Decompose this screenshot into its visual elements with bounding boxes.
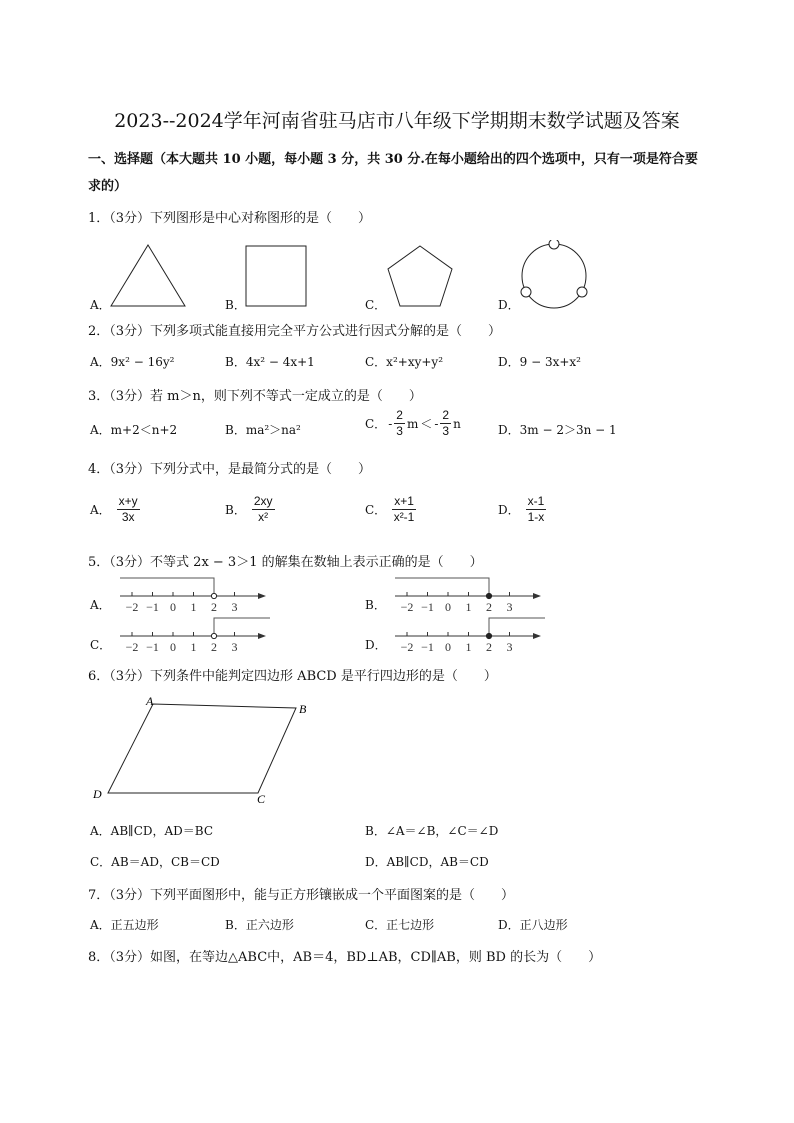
solution-ray: [120, 578, 214, 596]
denominator: 3: [442, 424, 450, 438]
numerator: 2xy: [253, 494, 273, 508]
tick-label: 2: [211, 600, 217, 612]
tick-label: 3: [506, 600, 513, 612]
tick-label: 3: [231, 640, 238, 652]
tick-label: 0: [170, 640, 176, 652]
tick-label: 1: [465, 640, 472, 652]
minus-sign: -: [388, 416, 393, 431]
number-line-c: [110, 612, 270, 652]
q1-figures: [105, 240, 605, 312]
fraction: [252, 494, 275, 525]
vertex-a: A: [146, 694, 154, 708]
denominator: 3x: [121, 510, 135, 524]
axis-arrow: [533, 633, 541, 639]
tick-label: −2: [400, 600, 414, 612]
fraction: [392, 494, 416, 525]
number-line-d: [385, 612, 545, 652]
triangle-figure: [111, 245, 185, 306]
q3-option-c-label: C．: [365, 417, 387, 431]
axis-arrow: [258, 633, 266, 639]
tick-label: −2: [125, 640, 139, 652]
tick-label: −1: [421, 600, 434, 612]
denominator: x²-1: [393, 510, 415, 524]
q1-label-d: D．: [498, 298, 520, 312]
question-5-stem: 5．（3分）不等式 2x − 3＞1 的解集在数轴上表示正确的是（ ）: [88, 555, 483, 570]
axis-arrow: [533, 593, 541, 599]
q5-label-d: D．: [365, 638, 387, 652]
tick-label: 3: [231, 600, 238, 612]
q3-option-d: D．3m − 2＞3n − 1: [498, 423, 617, 437]
tick-label: −1: [146, 600, 159, 612]
question-2-stem: 2．（3分）下列多项式能直接用完全平方公式进行因式分解的是（ ）: [88, 324, 502, 339]
q7-option-a: A．正五边形: [90, 918, 159, 932]
tick-label: −2: [400, 640, 414, 652]
tick-label: 0: [445, 600, 451, 612]
less-than: ＜: [420, 417, 433, 431]
open-point: [211, 593, 216, 598]
q5-label-b: B．: [365, 598, 386, 612]
parallelogram-figure: [88, 690, 328, 808]
option-label: A．: [90, 503, 111, 517]
question-4-stem: 4．（3分）下列分式中，是最简分式的是（ ）: [88, 462, 372, 477]
fraction: [117, 494, 140, 525]
fraction: [394, 408, 405, 439]
open-point: [211, 633, 216, 638]
axis-arrow: [258, 593, 266, 599]
numerator: 2: [442, 408, 450, 422]
closed-point: [486, 633, 491, 638]
tick-label: 2: [211, 640, 217, 652]
q7-option-d: D．正八边形: [498, 918, 568, 932]
number-line-a: [110, 572, 270, 612]
section-heading: 一、选择题（本大题共 10 小题，每小题 3 分，共 30 分.在每小题给出的四个选项中，只有一项是符合要: [88, 152, 698, 167]
square-figure: [246, 246, 306, 306]
option-label: C．: [365, 503, 387, 517]
tick-label: 1: [465, 600, 472, 612]
var-m: m: [406, 416, 419, 431]
question-8-stem: 8．（3分）如图，在等边△ABC中，AB＝4，BD⊥AB，CD∥AB，则 BD 的长为（ ）: [88, 950, 602, 965]
q2-option-a: A．9x² − 16y²: [90, 355, 175, 369]
denominator: 3: [396, 424, 403, 438]
q4-option-b: [225, 494, 275, 525]
tick-label: 0: [445, 640, 451, 652]
q2-option-c: C．x²+xy+y²: [365, 355, 444, 369]
vertex-c: C: [257, 792, 266, 806]
q4-option-a: [90, 494, 140, 525]
option-label: D．: [498, 503, 520, 517]
q6-option-c: C．AB＝AD，CB＝CD: [90, 855, 220, 869]
closed-point: [486, 593, 491, 598]
numerator: x+1: [394, 494, 414, 508]
document-title: 2023--2024学年河南省驻马店市八年级下学期期末数学试题及答案: [114, 110, 680, 132]
vertex-b: B: [299, 702, 307, 716]
q6-option-d: D．AB∥CD，AB＝CD: [365, 855, 489, 869]
tick-label: −2: [125, 600, 139, 612]
q2-option-d: D．9 − 3x+x²: [498, 355, 581, 369]
pentagon-figure: [388, 246, 452, 306]
tick-label: 1: [190, 600, 197, 612]
denominator: x²: [258, 510, 269, 524]
tick-label: 2: [486, 640, 492, 652]
q3-option-c: [365, 408, 461, 439]
q7-option-c: C．正七边形: [365, 918, 435, 932]
fraction: [440, 408, 451, 439]
option-label: B．: [225, 503, 246, 517]
question-1-stem: 1．（3分）下列图形是中心对称图形的是（ ）: [88, 211, 372, 226]
tick-label: 1: [190, 640, 197, 652]
q6-option-b: B．∠A＝∠B，∠C＝∠D: [365, 824, 499, 838]
q4-option-d: [498, 494, 546, 525]
tick-label: −1: [421, 640, 434, 652]
q3-option-a: A．m+2＜n+2: [90, 423, 178, 437]
circle-figure: [521, 240, 587, 308]
question-6-stem: 6．（3分）下列条件中能判定四边形 ABCD 是平行四边形的是（ ）: [88, 669, 497, 684]
question-7-stem: 7．（3分）下列平面图形中，能与正方形镶嵌成一个平面图案的是（ ）: [88, 888, 515, 903]
numerator: 2: [396, 408, 403, 422]
q6-option-a: A．AB∥CD，AD＝BC: [90, 824, 214, 838]
q5-label-a: A．: [90, 598, 111, 612]
fraction: [526, 494, 547, 525]
solution-ray: [214, 618, 270, 636]
q1-label-a: A．: [90, 298, 111, 312]
solution-ray: [489, 618, 545, 636]
tick-label: 2: [486, 600, 492, 612]
q7-option-b: B．正六边形: [225, 918, 294, 932]
solution-ray: [395, 578, 489, 596]
vertex-d: D: [93, 787, 102, 801]
tick-label: 0: [170, 600, 176, 612]
section-heading-cont: 求的）: [88, 179, 128, 194]
tick-label: −1: [146, 640, 159, 652]
q3-option-b: B．ma²＞na²: [225, 423, 301, 437]
denominator: 1-x: [527, 510, 545, 524]
var-n: n: [453, 416, 461, 431]
q1-label-b: B．: [225, 298, 246, 312]
number-line-b: [385, 572, 545, 612]
q4-option-c: [365, 494, 416, 525]
minus-sign: -: [434, 416, 439, 431]
q1-label-c: C．: [365, 298, 387, 312]
tick-label: 3: [506, 640, 513, 652]
q5-label-c: C．: [90, 638, 112, 652]
q2-option-b: B．4x² − 4x+1: [225, 355, 315, 369]
numerator: x-1: [527, 494, 545, 508]
question-3-stem: 3．（3分）若 m＞n，则下列不等式一定成立的是（ ）: [88, 389, 422, 404]
numerator: x+y: [118, 494, 138, 508]
